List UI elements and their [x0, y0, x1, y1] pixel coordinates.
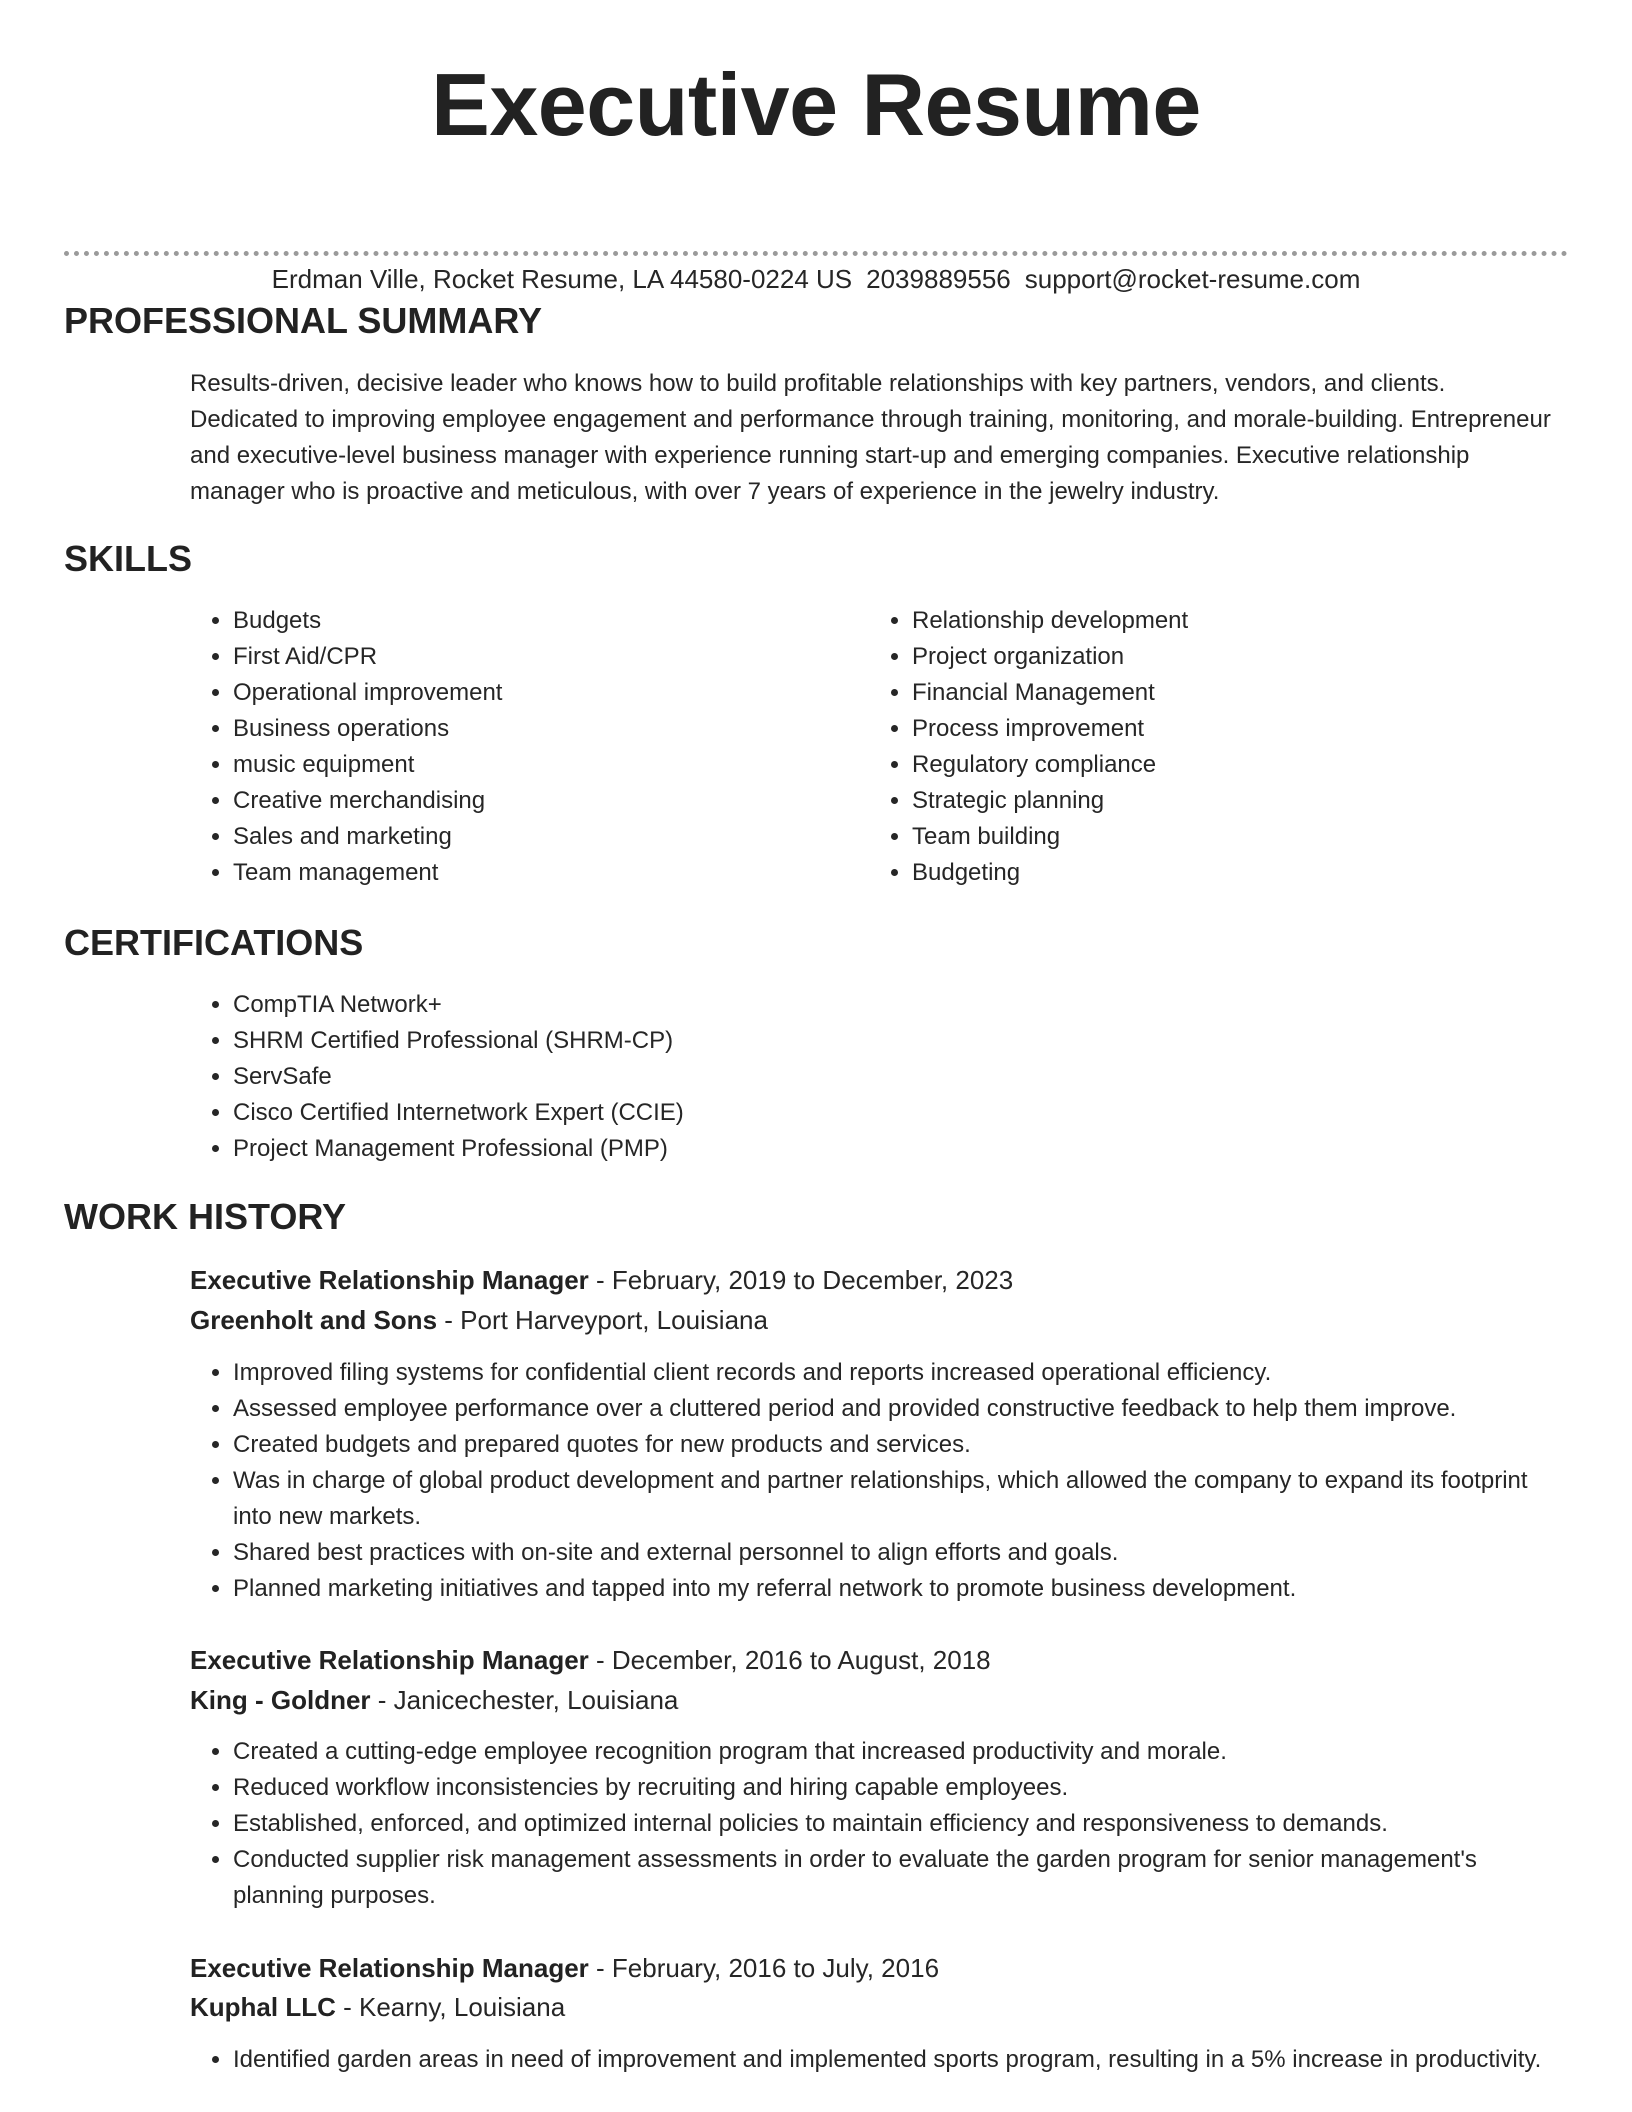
- job-bullet-list: [189, 2042, 1569, 2078]
- certification-item: • CompTIA Network+: [233, 987, 684, 1023]
- skills-heading: SKILLS: [64, 538, 193, 579]
- job-bullet-list: [189, 1734, 1569, 1914]
- job-title-line: [190, 1262, 1013, 1298]
- job-bullet: • Shared best practices with on-site and external personnel to align efforts and goals.: [233, 1535, 1569, 1571]
- skill-item: • music equipment: [233, 747, 789, 783]
- contact-phone: 2039889556: [866, 264, 1011, 294]
- job-bullet: • Conducted supplier risk management assessments in order to evaluate the garden program for senior management's planning purposes.: [233, 1842, 1569, 1914]
- job-company-line: [190, 1989, 565, 2025]
- job-dates: - February, 2019 to December, 2023: [588, 1265, 1014, 1295]
- job-bullet: • Identified garden areas in need of improvement and implemented sports program, resulting in a 5% increase in productivity.: [233, 2042, 1569, 2078]
- job-bullet: • Reduced workflow inconsistencies by recruiting and hiring capable employees.: [233, 1770, 1569, 1806]
- job-location: - Port Harveyport, Louisiana: [437, 1305, 768, 1335]
- skill-item: • Budgeting: [912, 855, 1468, 891]
- contact-line: [0, 261, 1632, 297]
- job-position: Executive Relationship Manager: [190, 1265, 589, 1295]
- skill-item: • Regulatory compliance: [912, 747, 1468, 783]
- job-title-line: [190, 1642, 991, 1678]
- skills-left-column: [189, 603, 789, 891]
- job-position: Executive Relationship Manager: [190, 1953, 589, 1983]
- skill-item: • Creative merchandising: [233, 783, 789, 819]
- skill-item: • Operational improvement: [233, 675, 789, 711]
- certification-item: • SHRM Certified Professional (SHRM-CP): [233, 1023, 684, 1059]
- job-company-line: [190, 1682, 678, 1718]
- job-dates: - December, 2016 to August, 2018: [588, 1645, 991, 1675]
- summary-heading: PROFESSIONAL SUMMARY: [64, 300, 543, 341]
- skill-item: • Business operations: [233, 711, 789, 747]
- skill-item: • Budgets: [233, 603, 789, 639]
- certification-item: • Project Management Professional (PMP): [233, 1131, 684, 1167]
- job-bullet: • Was in charge of global product development and partner relationships, which allowed the company to expand its footprint into new markets.: [233, 1463, 1569, 1535]
- job-company: Kuphal LLC: [190, 1992, 336, 2022]
- skill-item: • Team management: [233, 855, 789, 891]
- header-divider: [64, 251, 1568, 256]
- resume-name: Executive Resume: [431, 55, 1201, 154]
- job-bullets: [189, 1734, 1569, 1914]
- contact-address: Erdman Ville, Rocket Resume, LA 44580-0224 US: [271, 264, 853, 294]
- skill-item: • Team building: [912, 819, 1468, 855]
- job-position: Executive Relationship Manager: [190, 1645, 589, 1675]
- job-bullet: • Assessed employee performance over a cluttered period and provided constructive feedback to help them improve.: [233, 1391, 1569, 1427]
- job-company: Greenholt and Sons: [190, 1305, 438, 1335]
- skill-item: • Strategic planning: [912, 783, 1468, 819]
- contact-email: support@rocket-resume.com: [1024, 264, 1361, 294]
- certifications-heading: CERTIFICATIONS: [64, 922, 364, 963]
- job-dates: - February, 2016 to July, 2016: [588, 1953, 940, 1983]
- job-location: - Kearny, Louisiana: [335, 1992, 566, 2022]
- skill-item: • Process improvement: [912, 711, 1468, 747]
- job-location: - Janicechester, Louisiana: [370, 1685, 679, 1715]
- job-bullets: [189, 1355, 1569, 1607]
- job-bullet: • Improved filing systems for confidential client records and reports increased operational efficiency.: [233, 1355, 1569, 1391]
- job-company: King - Goldner: [190, 1685, 371, 1715]
- skill-item: • Relationship development: [912, 603, 1468, 639]
- job-bullet: • Planned marketing initiatives and tapped into my referral network to promote business development.: [233, 1571, 1569, 1607]
- skill-item: • First Aid/CPR: [233, 639, 789, 675]
- work-history-heading: WORK HISTORY: [64, 1196, 347, 1237]
- summary-text: Results-driven, decisive leader who knows how to build profitable relationships with key partners, vendors, and clients. Dedicated to improving employee engagement and performance through training, monitoring, and morale-building. Entrepreneur and executive-level business manager with experience running start-up and emerging companies. Executive relationship manager who is proactive and meticulous, with over 7 years of experience in the jewelry industry.: [190, 370, 1551, 505]
- skill-item: • Project organization: [912, 639, 1468, 675]
- job-bullets: [189, 2042, 1569, 2078]
- skill-item: • Financial Management: [912, 675, 1468, 711]
- job-bullet: • Created budgets and prepared quotes for new products and services.: [233, 1427, 1569, 1463]
- skills-left-list: [189, 603, 789, 891]
- job-bullet: • Established, enforced, and optimized internal policies to maintain efficiency and responsiveness to demands.: [233, 1806, 1569, 1842]
- job-company-line: [190, 1302, 768, 1338]
- certification-item: • ServSafe: [233, 1059, 684, 1095]
- skills-right-column: [868, 603, 1468, 891]
- skills-right-list: [868, 603, 1468, 891]
- job-title-line: [190, 1950, 939, 1986]
- certifications-block: [189, 987, 684, 1167]
- certification-item: • Cisco Certified Internetwork Expert (CCIE): [233, 1095, 684, 1131]
- certifications-list: [189, 987, 684, 1167]
- job-bullet-list: [189, 1355, 1569, 1607]
- skill-item: • Sales and marketing: [233, 819, 789, 855]
- job-bullet: • Created a cutting-edge employee recognition program that increased productivity and morale.: [233, 1734, 1569, 1770]
